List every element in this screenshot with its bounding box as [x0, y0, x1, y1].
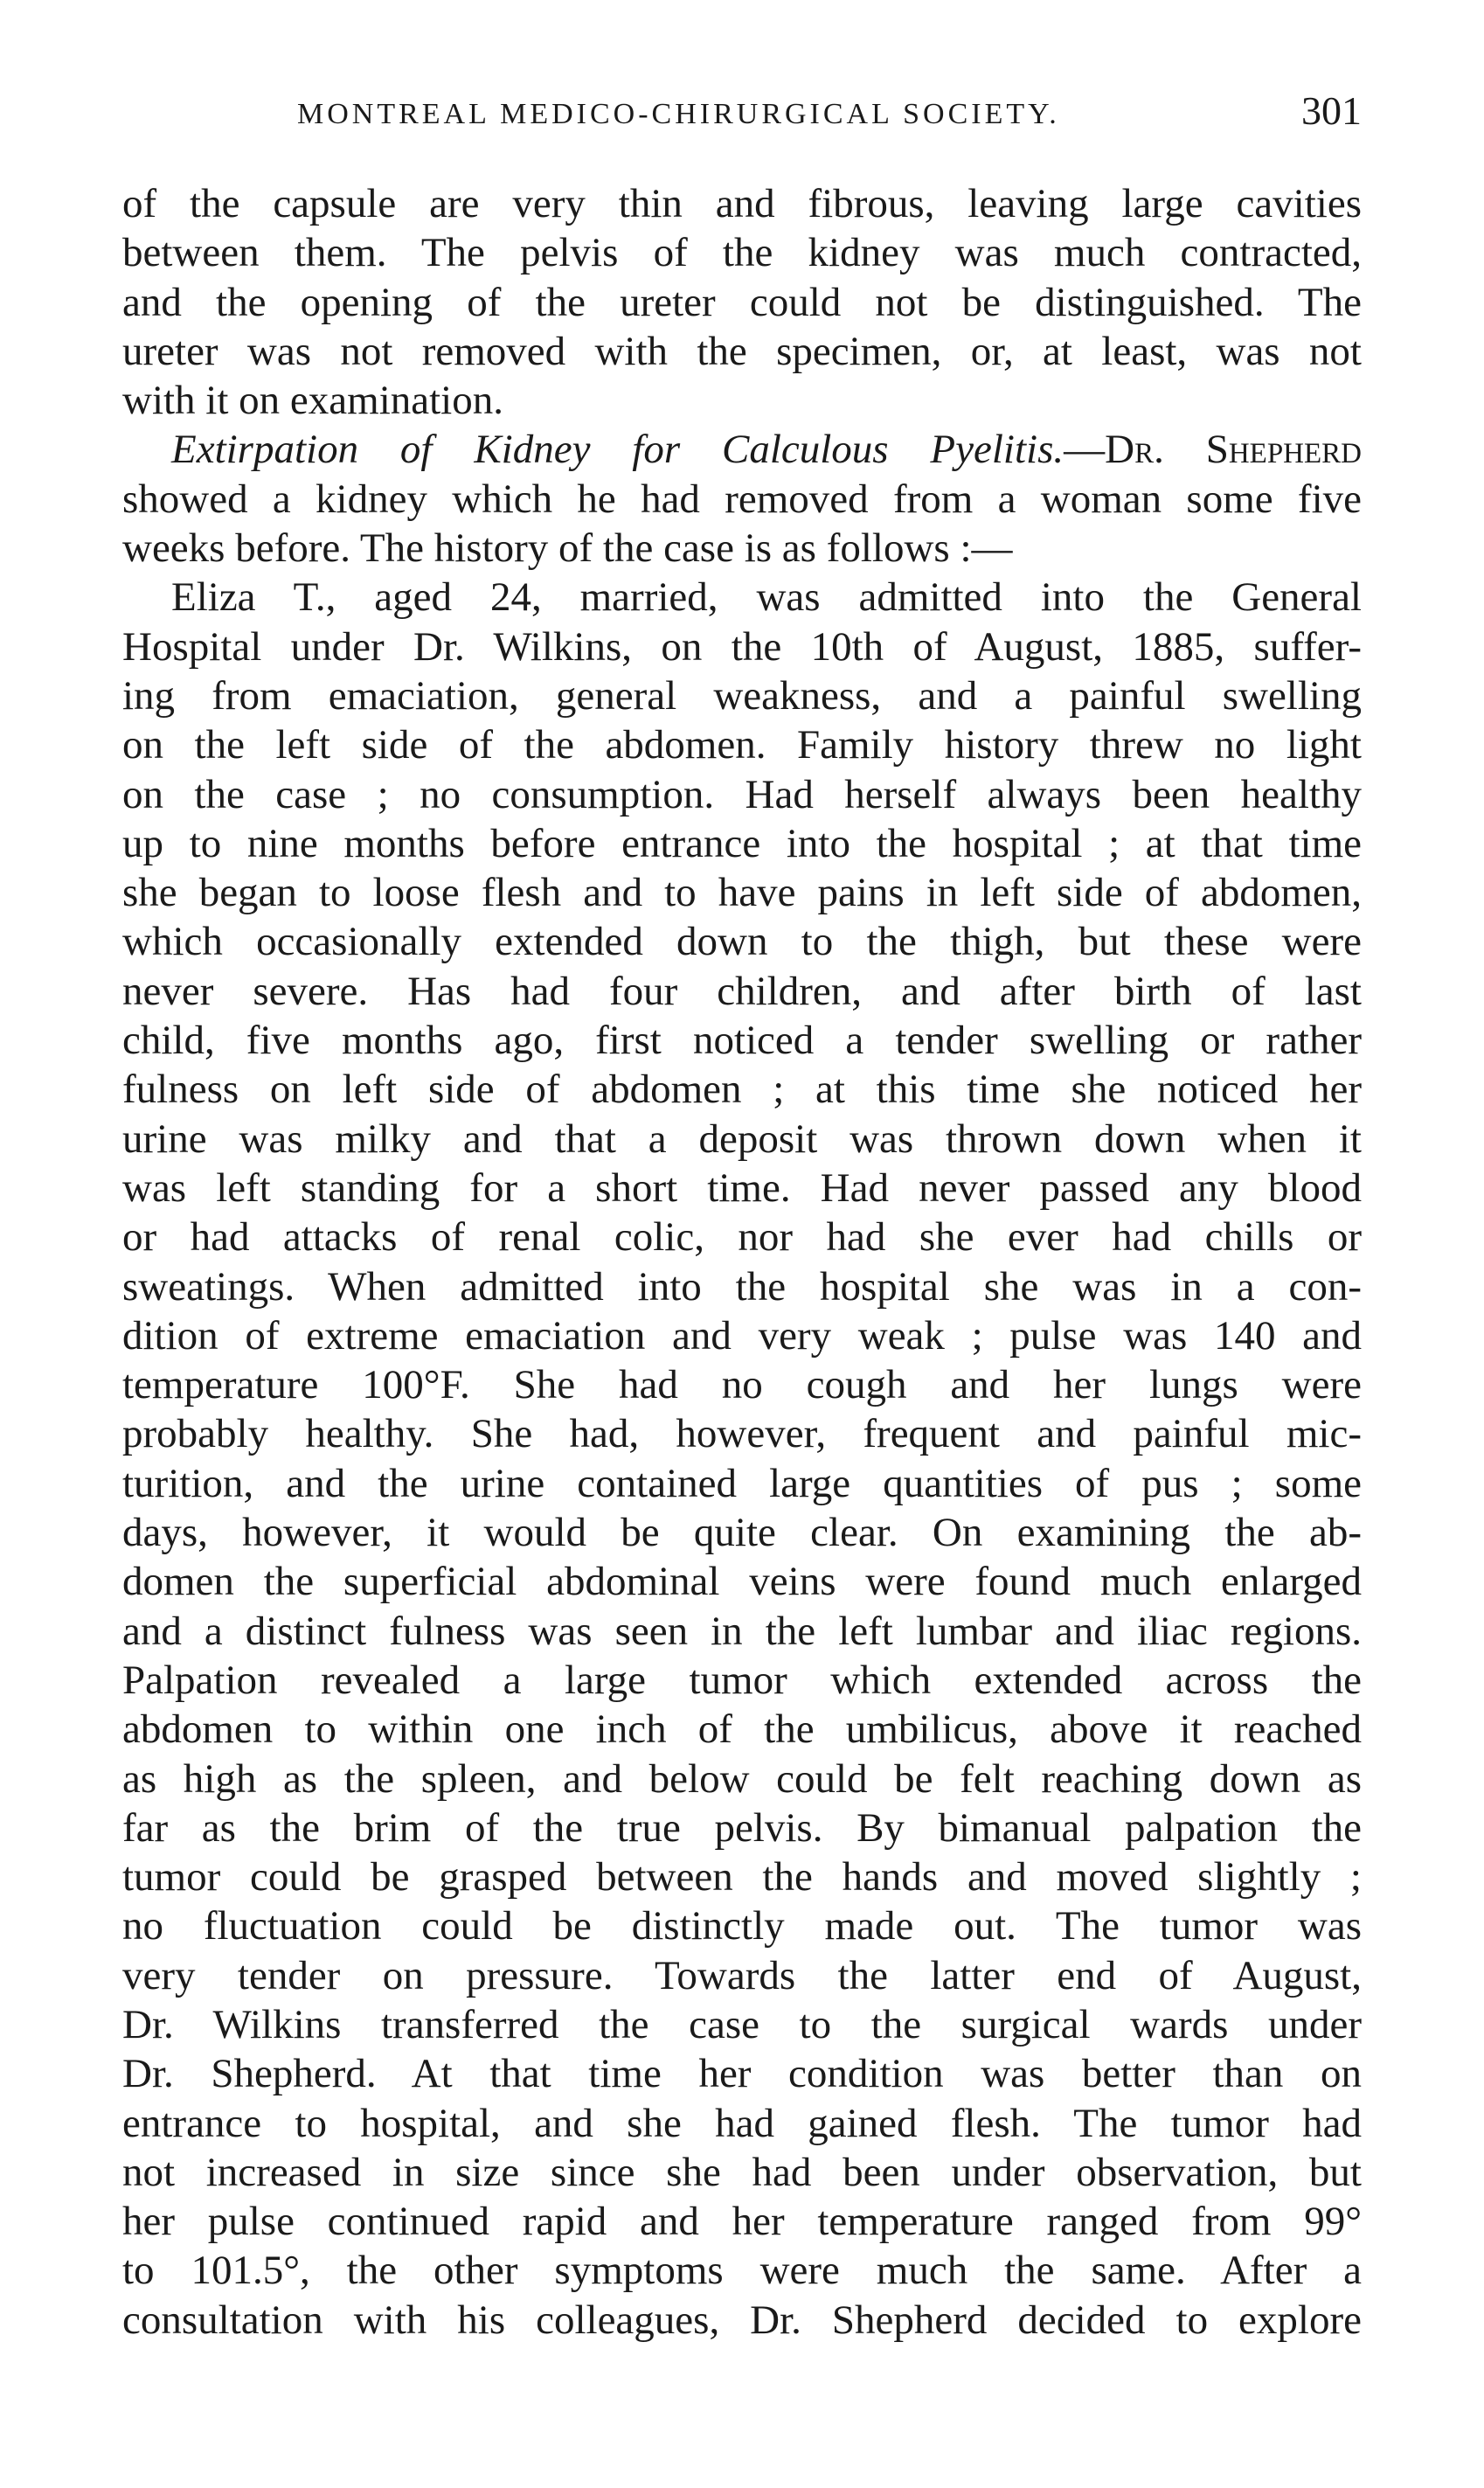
- text-line: not increased in size since she had been under observation, but: [122, 2149, 1362, 2195]
- text-line: or had attacks of renal colic, nor had she ever had chills or: [122, 1214, 1362, 1261]
- text-line: and the opening of the ureter could not be distinguished. The: [122, 279, 1362, 325]
- text-line: ing from emaciation, general weakness, and a painful swelling: [122, 672, 1362, 719]
- text-line: tumor could be grasped between the hands and moved slightly ;: [122, 1854, 1362, 1901]
- text-line: Eliza T., aged 24, married, was admitted into the General: [171, 574, 1362, 621]
- text-line: consultation with his colleagues, Dr. Shepherd decided to explore: [122, 2297, 1362, 2343]
- text-line: turition, and the urine contained large quantities of pus ; some: [122, 1460, 1362, 1506]
- text-line: far as the brim of the true pelvis. By bimanual palpation the: [122, 1804, 1362, 1851]
- text-line: as high as the spleen, and below could be felt reaching down as: [122, 1755, 1362, 1802]
- text-line: dition of extreme emaciation and very weak ; pulse was 140 and: [122, 1312, 1362, 1359]
- text-line: fulness on left side of abdomen ; at this time she noticed her: [122, 1067, 1362, 1113]
- text-line: domen the superficial abdominal veins were found much enlarged: [122, 1559, 1362, 1605]
- running-title: MONTREAL MEDICO-CHIRURGICAL SOCIETY.: [297, 98, 1060, 130]
- text-line: her pulse continued rapid and her temperature ranged from 99°: [122, 2199, 1362, 2245]
- text-line: probably healthy. She had, however, frequent and painful mic-: [122, 1411, 1362, 1457]
- text-line: child, five months ago, first noticed a tender swelling or rather: [122, 1018, 1362, 1064]
- section-heading: Extirpation of Kidney for Calculous Pyelitis.: [171, 427, 1064, 473]
- text-line: abdomen to within one inch of the umbilicus, above it reached: [122, 1706, 1362, 1753]
- text-line: urine was milky and that a deposit was thrown down when it: [122, 1115, 1362, 1162]
- text-line: on the left side of the abdomen. Family history threw no light: [122, 722, 1362, 768]
- text-line: of the capsule are very thin and fibrous, leaving large cavities: [122, 181, 1362, 226]
- text-line: Palpation revealed a large tumor which extended across the: [122, 1657, 1362, 1703]
- text-line: showed a kidney which he had removed from a woman some five: [122, 476, 1362, 522]
- text-line: weeks before. The history of the case is as follows :—: [122, 525, 1013, 572]
- text-line: Dr. Wilkins transferred the case to the surgical wards under: [122, 2001, 1362, 2047]
- body-text: [122, 179, 1362, 2345]
- text-line: Dr. Shepherd. At that time her condition was better than on: [122, 2051, 1362, 2097]
- text-line: on the case ; no consumption. Had herself always been healthy: [122, 771, 1362, 817]
- speaker-name: —Dr. Shepherd: [1064, 427, 1363, 473]
- text-line: was left standing for a short time. Had never passed any blood: [122, 1164, 1362, 1211]
- text-line: never severe. Has had four children, and after birth of last: [122, 968, 1362, 1014]
- text-line: very tender on pressure. Towards the latter end of August,: [122, 1952, 1362, 1998]
- text-line: entrance to hospital, and she had gained flesh. The tumor had: [122, 2100, 1362, 2146]
- text-line: and a distinct fulness was seen in the left lumbar and iliac regions.: [122, 1608, 1362, 1654]
- text-line: ureter was not removed with the specimen, or, at least, was not: [122, 328, 1362, 374]
- text-line: which occasionally extended down to the thigh, but these were: [122, 919, 1362, 965]
- running-head: [122, 87, 1362, 140]
- text-line: up to nine months before entrance into the hospital ; at that time: [122, 820, 1362, 866]
- text-line: sweatings. When admitted into the hospital she was in a con-: [122, 1263, 1362, 1310]
- text-line: with it on examination.: [122, 378, 503, 424]
- page-number: 301: [1301, 88, 1362, 133]
- text-line: Hospital under Dr. Wilkins, on the 10th of August, 1885, suffer-: [122, 623, 1362, 670]
- text-line: she began to loose flesh and to have pains in left side of abdomen,: [122, 870, 1362, 916]
- text-line: between them. The pelvis of the kidney was much contracted,: [122, 230, 1362, 276]
- text-line: no fluctuation could be distinctly made out. The tumor was: [122, 1903, 1362, 1949]
- text-line: temperature 100°F. She had no cough and her lungs were: [122, 1362, 1362, 1408]
- text-line: days, however, it would be quite clear. On examining the ab-: [122, 1510, 1362, 1556]
- text-line: to 101.5°, the other symptoms were much the same. After a: [122, 2248, 1362, 2294]
- text-line: [122, 425, 1362, 474]
